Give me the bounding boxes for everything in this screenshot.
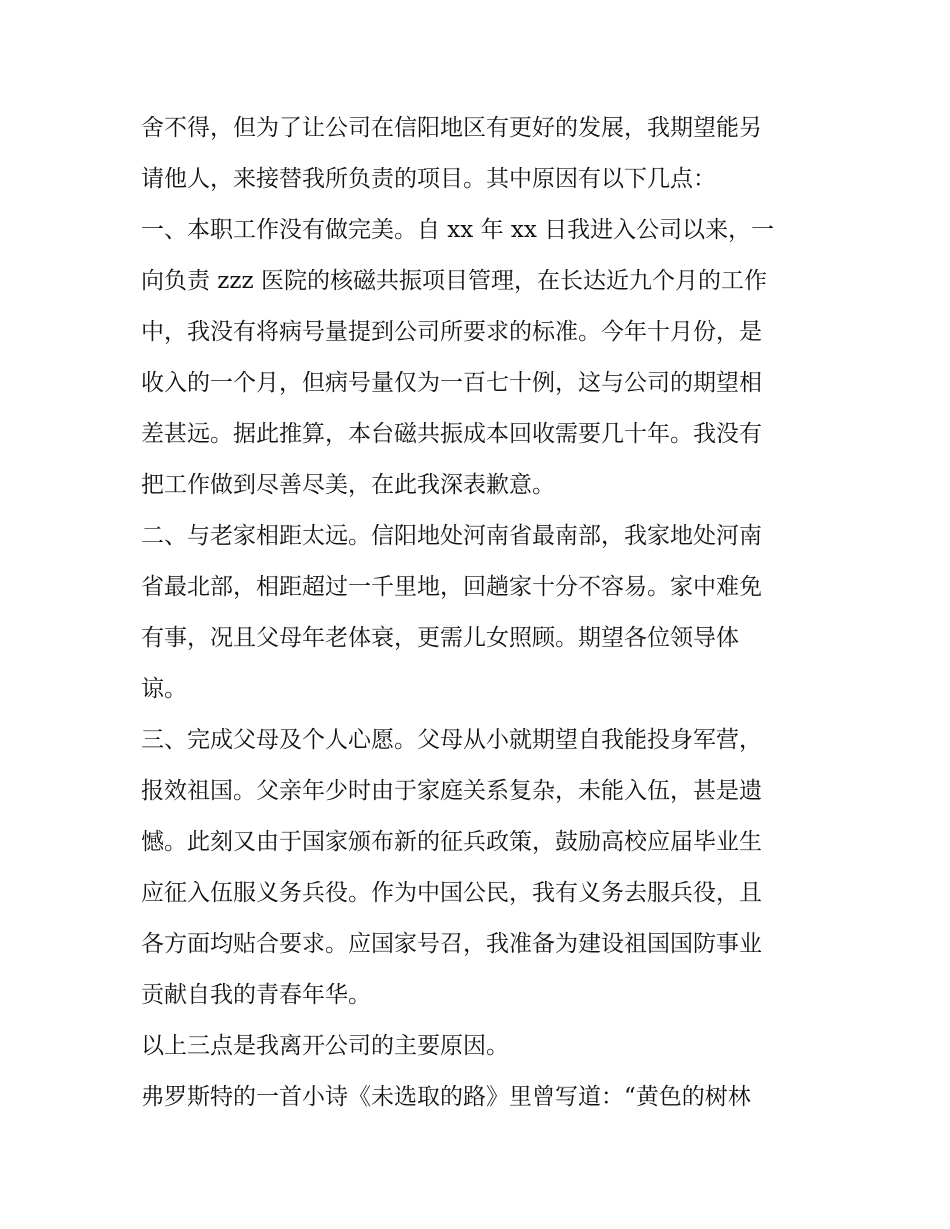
text-line: 各方面均贴合要求。应国家号召，我准备为建设祖国国防事业 [141,931,762,957]
text-line: 应征入伍服义务兵役。作为中国公民，我有义务去服兵役，且 [141,880,762,906]
text-line: 报效祖国。父亲年少时由于家庭关系复杂，未能入伍，甚是遗 [141,778,762,804]
text-line: 收入的一个月，但病号量仅为一百七十例，这与公司的期望相 [141,370,762,396]
text-line: 中，我没有将病号量提到公司所要求的标准。今年十月份，是 [141,319,762,345]
text-line: 谅。 [141,676,187,702]
text-line: 向负责 zzz 医院的核磁共振项目管理，在长达近九个月的工作 [141,268,767,294]
text-line: 以上三点是我离开公司的主要原因。 [141,1033,509,1059]
text-line: 贡献自我的青春年华。 [141,982,371,1008]
text-line: 憾。此刻又由于国家颁布新的征兵政策，鼓励高校应届毕业生 [141,829,762,855]
text-line: 二、与老家相距太远。信阳地处河南省最南部，我家地处河南 [141,523,762,549]
text-line: 差甚远。据此推算，本台磁共振成本回收需要几十年。我没有 [141,421,762,447]
text-line: 一、本职工作没有做完美。自 xx 年 xx 日我进入公司以来，一 [141,217,775,243]
text-line: 把工作做到尽善尽美，在此我深表歉意。 [141,472,555,498]
text-line: 请他人，来接替我所负责的项目。其中原因有以下几点： [141,166,716,192]
text-line: 舍不得，但为了让公司在信阳地区有更好的发展，我期望能另 [141,115,762,141]
text-line: 省最北部，相距超过一千里地，回趟家十分不容易。家中难免 [141,574,762,600]
text-line: 三、完成父母及个人心愿。父母从小就期望自我能投身军营， [141,727,762,753]
text-line: 弗罗斯特的一首小诗《未选取的路》里曾写道：“黄色的树林 [141,1084,751,1110]
body-text [141,103,821,1123]
text-line: 有事，况且父母年老体衰，更需儿女照顾。期望各位领导体 [141,625,739,651]
